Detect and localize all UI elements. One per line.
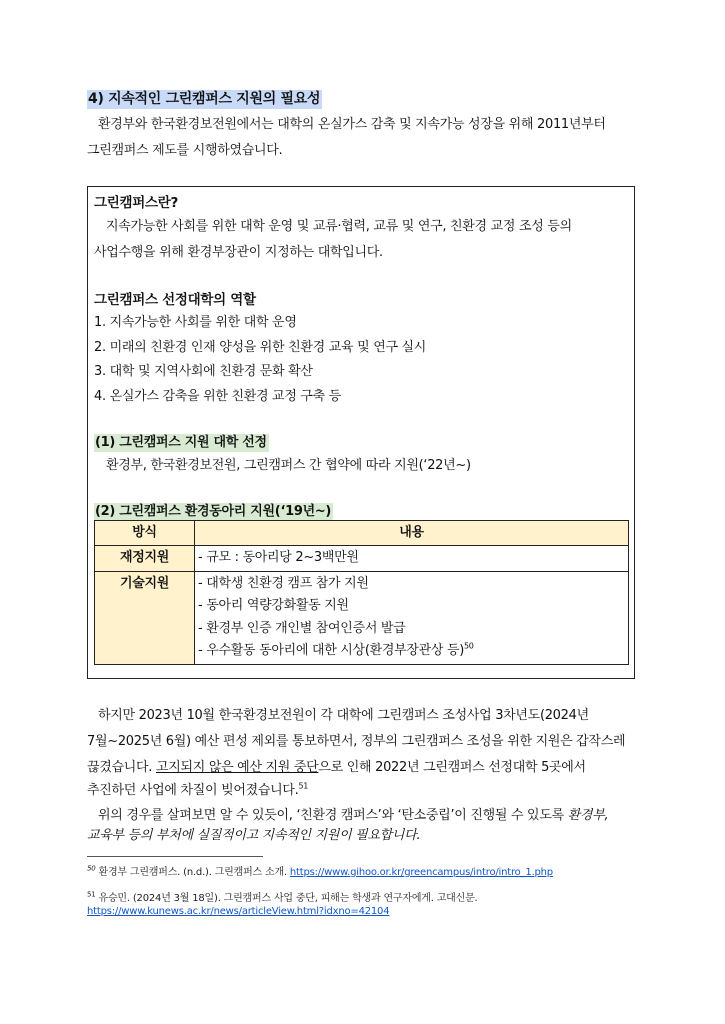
content-item-text: - 우수활동 동아리에 대한 시상(환경부장관상 등) [198, 643, 464, 658]
footnote-ref-51[interactable]: 51 [298, 781, 309, 791]
content-item: - 대학생 친환경 캠프 참가 지원 [198, 575, 369, 591]
support1-text: 환경부, 한국환경보전원, 그린캠퍼스 간 협약에 따라 지원(‘22년~) [106, 458, 471, 473]
support1-heading [94, 431, 269, 450]
underlined-phrase: 고지되지 않은 예산 지원 중단 [155, 760, 319, 775]
definition-title: 그린캠퍼스란? [94, 195, 178, 211]
support1-title: (1) 그린캠퍼스 지원 대학 선정 [95, 435, 267, 450]
intro-line-2: 그린캠퍼스 제도를 시행하였습니다. [87, 143, 283, 158]
role-item-4: 4. 온실가스 감축을 위한 친환경 교정 구축 등 [94, 389, 342, 404]
support2-heading [94, 500, 333, 519]
footnote-link[interactable]: https://www.kunews.ac.kr/news/articleView.html?idxno=42104 [87, 906, 390, 917]
role-item-2: 2. 미래의 친환경 인재 양성을 위한 친환경 교육 및 연구 실시 [94, 340, 427, 355]
column-header-method: 방식 [95, 521, 195, 546]
table-row [95, 546, 629, 572]
column-header-content: 내용 [195, 521, 629, 546]
footnote-51 [87, 892, 478, 905]
para2-line-2: 7월~2025년 6월) 예산 편성 제외를 통보하면서, 정부의 그린캠퍼스 조성을 위한 지원은 갑작스레 [87, 734, 626, 749]
footnote-text: 환경부 그린캠퍼스. (n.d.). 그린캠퍼스 소개. [98, 867, 290, 878]
table-header-row [95, 521, 629, 546]
para3-line-2: 교육부 등의 부처에 실질적이고 지속적인 지원이 필요합니다. [87, 828, 421, 843]
content-item [198, 640, 625, 663]
role-item-1: 1. 지속가능한 사회를 위한 대학 운영 [94, 315, 297, 330]
footnote-mark: 50 [87, 864, 96, 873]
section-heading-text: 4) 지속적인 그린캠퍼스 지원의 필요성 [88, 91, 321, 107]
role-item-3: 3. 대학 및 지역사회에 친환경 문화 확산 [94, 364, 313, 379]
content-cell [195, 571, 629, 664]
table-row [95, 571, 629, 664]
content-item: - 동아리 역량강화활동 지원 [198, 598, 349, 613]
definition-line-1: 지속가능한 사회를 위한 대학 운영 및 교류·협력, 교류 및 연구, 친환경 교정 조성 등의 [106, 219, 572, 234]
footnote-divider [87, 856, 263, 857]
para2-line-1: 하지만 2023년 10월 한국환경보전원이 각 대학에 그린캠퍼스 조성사업 3차년도(2024년 [98, 708, 589, 723]
para2-line-4-text: 추진하던 사업에 차질이 빚어졌습니다. [87, 783, 299, 798]
content-item: - 규모 : 동아리당 2~3백만원 [198, 550, 359, 565]
intro-line-1: 환경부와 한국환경보전원에서는 대학의 온실가스 감축 및 지속가능 성장을 위해 2011년부터 [98, 117, 606, 132]
para2-line-4 [87, 782, 308, 799]
footnote-text: 유승민. (2024년 3월 18일). 그린캠퍼스 사업 중단, 피해는 학생과 연구자에게. 고대신문. [98, 893, 478, 904]
para2-line-3-pre: 끊겼습니다. [87, 760, 156, 775]
para3-line-1-text: 위의 경우를 살펴보면 알 수 있듯이, ‘친환경 캠퍼스’와 ‘탄소중립’이 진행될 수 있도록 [98, 808, 568, 823]
para3-line-1 [98, 807, 608, 824]
footnote-link[interactable]: https://www.gihoo.or.kr/greencampus/intro/intro_1.php [289, 867, 553, 878]
footnote-mark: 51 [87, 890, 96, 899]
section-heading [87, 88, 322, 108]
para3-italic-1: 환경부, [567, 808, 609, 823]
footnote-50 [87, 866, 553, 879]
content-cell [195, 546, 629, 572]
club-support-table [94, 520, 629, 665]
footnote-ref-50[interactable]: 50 [464, 641, 474, 651]
definition-line-2: 사업수행을 위해 환경부장관이 지정하는 대학입니다. [94, 245, 383, 260]
para2-line-3 [87, 759, 586, 776]
footnote-51-link-line [87, 905, 389, 918]
support2-title: (2) 그린캠퍼스 환경동아리 지원(‘19년~) [95, 504, 332, 519]
method-cell: 재정지원 [95, 546, 195, 572]
para2-line-3-post: 으로 인해 2022년 그린캠퍼스 선정대학 5곳에서 [318, 760, 586, 775]
roles-title: 그린캠퍼스 선정대학의 역할 [94, 292, 256, 308]
content-item: - 환경부 인증 개인별 참여인증서 발급 [198, 620, 406, 636]
method-cell: 기술지원 [95, 571, 195, 664]
